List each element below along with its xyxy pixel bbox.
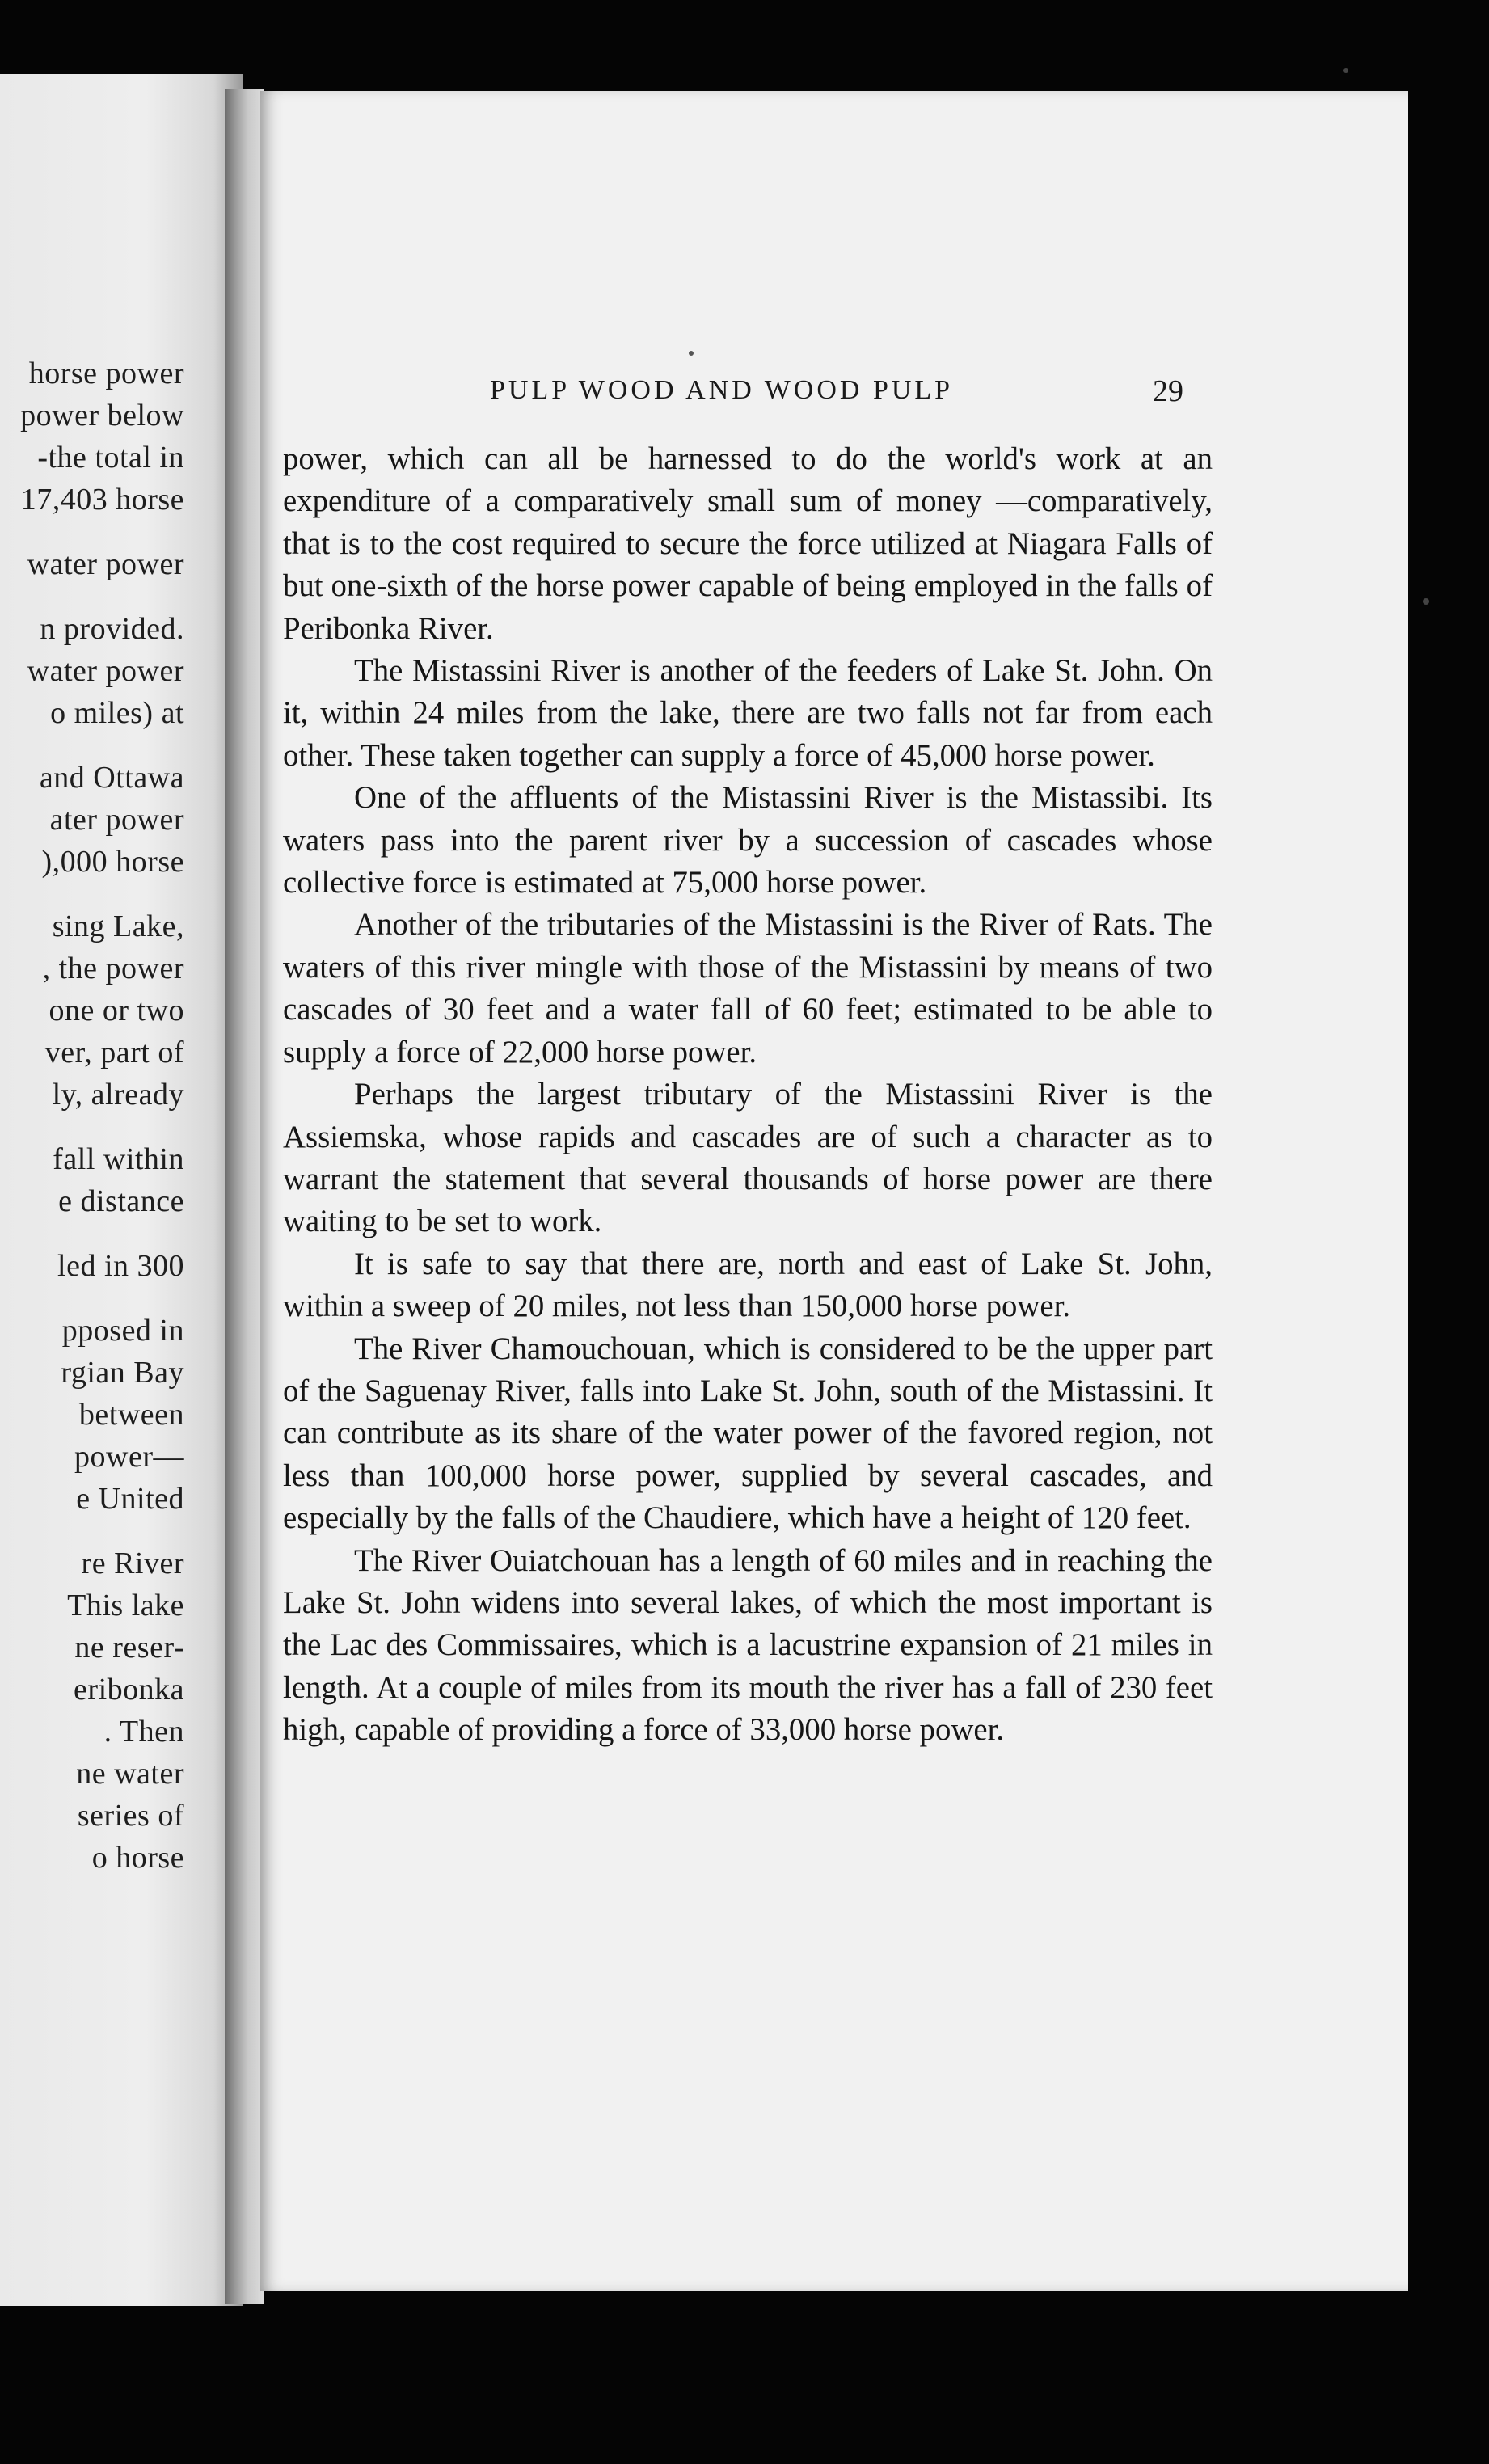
previous-page-line: re River xyxy=(81,1546,184,1580)
page xyxy=(260,91,1408,2291)
previous-page-line: ver, part of xyxy=(44,1036,184,1070)
previous-page-line: eribonka xyxy=(74,1673,184,1707)
running-title: PULP WOOD AND WOOD PULP xyxy=(490,375,954,405)
previous-page-line: -the total in xyxy=(37,441,184,475)
previous-page-line: series of xyxy=(77,1799,184,1833)
previous-page-line: ne reser- xyxy=(74,1631,184,1664)
previous-page-line: e United xyxy=(76,1482,184,1516)
previous-page-line: fall within xyxy=(53,1142,184,1176)
previous-page-line: 17,403 horse xyxy=(20,483,184,517)
paragraph: The River Ouiatchouan has a length of 60 miles and in reaching the Lake St. John widens into several lakes, of which the most important is the Lac des Commissaires, which is a lacustrine expansion of 21 miles in length. At a couple of miles from its mouth the river has a fall of 230 feet high, capable of providing a force of 33,000 horse power. xyxy=(283,1542,1213,1748)
previous-page-line: e distance xyxy=(58,1184,184,1218)
previous-page-fragment xyxy=(0,74,243,2306)
previous-page-line: n provided. xyxy=(40,612,184,646)
paragraph: Another of the tributaries of the Mistassini is the River of Rats. The waters of this river mingle with those of the Mistassini by means of two cascades of 30 feet and a water fall of 60 feet; estimated to be able to supply a force of 22,000 horse power. xyxy=(283,907,1213,1070)
paragraph: The River Chamouchouan, which is considered to be the upper part of the Saguenay River, falls into Lake St. John, south of the Mistassini. It can contribute as its share of the water power of the favored region, not less than 100,000 horse power, supplied by several cascades, and especially by the falls of the Chaudiere, which have a height of 120 feet. xyxy=(283,1331,1213,1536)
paragraph: The Mistassini River is another of the feeders of Lake St. John. On it, within 24 miles from the lake, there are two falls not far from each other. These taken together can supply a force of 45,000 horse power. xyxy=(283,653,1213,773)
paragraph: Perhaps the largest tributary of the Mistassini River is the Assiemska, whose rapids and cascades are of such a character as to warrant the statement that several thousands of horse power are there waiting to be set to work. xyxy=(283,1077,1213,1239)
previous-page-line: ne water xyxy=(76,1757,184,1791)
body-text xyxy=(283,438,1213,1752)
previous-page-line: ),000 horse xyxy=(41,845,184,879)
previous-page-line: . Then xyxy=(103,1715,184,1749)
ink-speck xyxy=(689,351,694,356)
previous-page-line: between xyxy=(78,1398,184,1432)
previous-page-line: ater power xyxy=(49,803,184,837)
page-number: 29 xyxy=(1153,374,1183,408)
previous-page-line: o horse xyxy=(91,1841,184,1875)
book-gutter xyxy=(225,89,264,2304)
paragraph: One of the affluents of the Mistassini River is the Mistassibi. Its waters pass into the parent river by a succession of cascades whose collective force is estimated at 75,000 horse power. xyxy=(283,780,1213,901)
previous-page-line: one or two xyxy=(49,994,184,1027)
previous-page-line: and Ottawa xyxy=(39,761,184,795)
paragraph: It is safe to say that there are, north and east of Lake St. John, within a sweep of 20 miles, not less than 150,000 horse power. xyxy=(283,1246,1213,1324)
previous-page-line: , the power xyxy=(42,951,184,985)
scan-speck xyxy=(1343,68,1348,73)
previous-page-line: rgian Bay xyxy=(61,1356,184,1390)
previous-page-line: horse power xyxy=(28,357,184,390)
previous-page-lines xyxy=(0,74,243,2306)
paragraph: power, which can all be harnessed to do the world's work at an expenditure of a comparatively small sum of money —comparatively, that is to the cost required to secure the force utilized at Niagara Falls of but one-sixth of the horse power capable of being employed in the falls of Peribonka River. xyxy=(283,441,1213,646)
previous-page-line: led in 300 xyxy=(57,1249,184,1283)
scan-speck xyxy=(1423,598,1429,605)
previous-page-line: o miles) at xyxy=(50,696,184,730)
previous-page-line: water power xyxy=(27,654,184,688)
previous-page-line: power— xyxy=(74,1440,184,1474)
previous-page-line: This lake xyxy=(67,1589,184,1622)
previous-page-line: water power xyxy=(27,547,184,581)
previous-page-line: pposed in xyxy=(61,1314,184,1348)
previous-page-line: ly, already xyxy=(52,1078,184,1112)
previous-page-line: power below xyxy=(20,399,184,432)
previous-page-line: sing Lake, xyxy=(52,909,184,943)
